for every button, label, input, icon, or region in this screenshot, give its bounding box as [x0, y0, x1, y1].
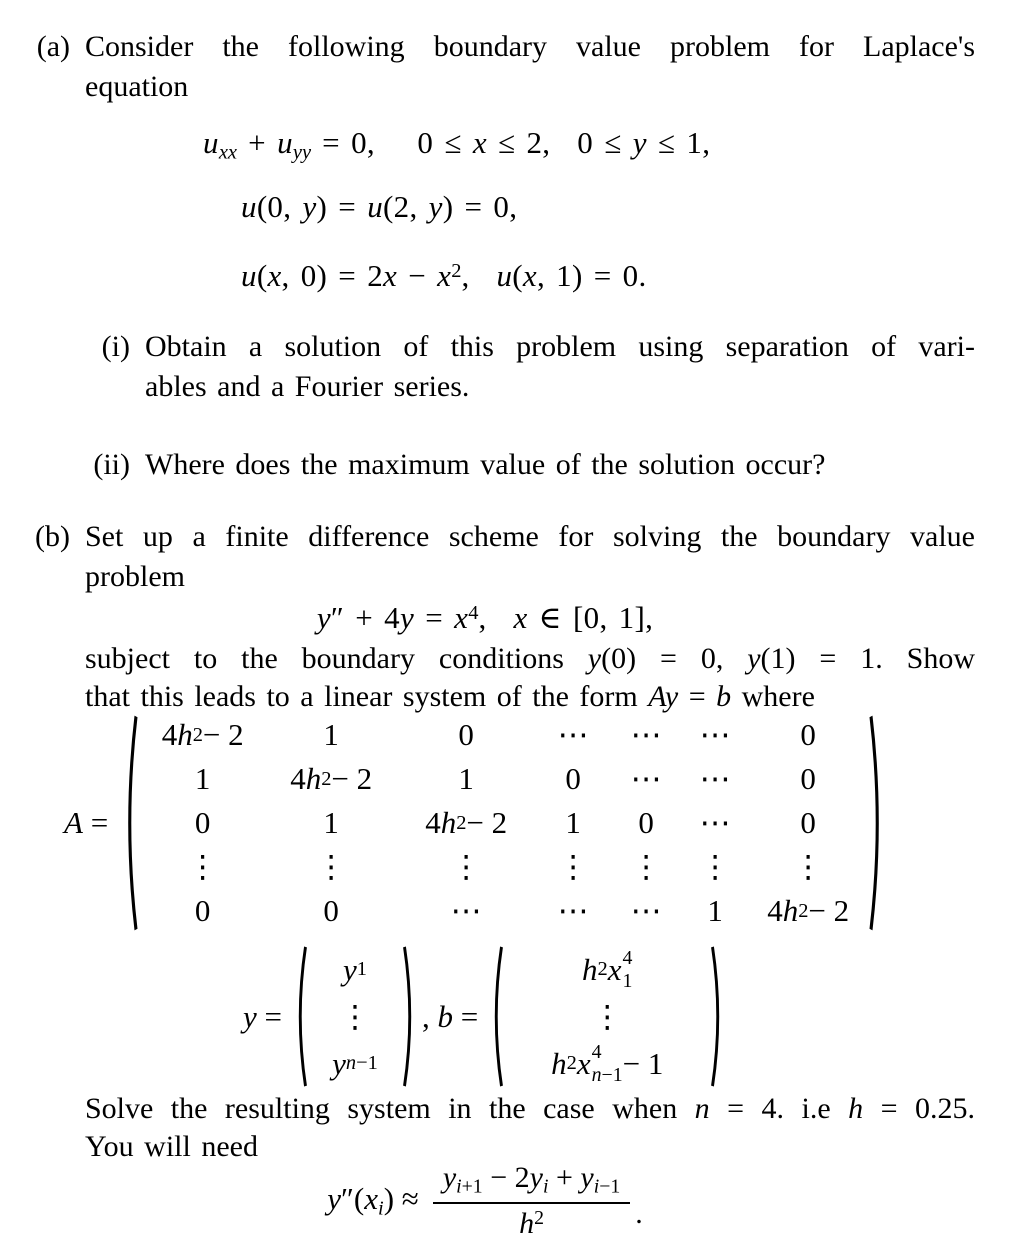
solve-line-2: You will need	[85, 1130, 258, 1163]
subject-line-2: that this leads to a linear system of the form Ay = b where	[85, 680, 815, 713]
matrix-cell: ⋯	[557, 893, 589, 928]
matrix-cell: ⋮	[315, 849, 347, 884]
subitem-ii-label: (ii)	[93, 448, 130, 481]
y-vector-entry: y n−1	[332, 1045, 378, 1081]
b-vector-entry: h 2 x 4 n−1 − 1	[551, 1041, 664, 1086]
matrix-cell: ⋯	[630, 761, 662, 796]
matrix-A-lhs: A =	[64, 805, 109, 840]
matrix-cell: 1	[194, 761, 211, 796]
matrix-cell: 4 h 2 − 2	[290, 761, 373, 796]
y-vector-lhs: y =	[243, 998, 282, 1034]
b-vector-entries	[505, 946, 709, 1087]
matrix-cell: 1	[458, 761, 474, 796]
right-parenthesis-icon	[709, 944, 726, 1089]
matrix-cell: ⋯	[699, 805, 731, 840]
matrix-cell: 0	[458, 717, 474, 752]
matrix-cell: 0	[323, 893, 339, 928]
y-vector-entry: y 1	[343, 951, 367, 987]
matrix-cell: 1	[323, 717, 339, 752]
subitem-i-line-1: Obtain a solution of this problem using separation of vari-	[145, 330, 975, 363]
subitem-i-label: (i)	[101, 330, 130, 363]
matrix-cell: 0	[565, 761, 581, 796]
matrix-cell: 0	[638, 805, 654, 840]
matrix-cell: ⋯	[630, 893, 662, 928]
laplace-boundary-condition-2: u(x, $0) = 2x - x^2$, u(x, 1) = 0.	[241, 258, 647, 294]
matrix-cell: 4 h 2 − 2	[425, 805, 508, 840]
formula-lhs: $y''(x_i)$ ≈	[327, 1180, 419, 1220]
laplace-boundary-condition-1: u(0, y) = u(2, y) = 0,	[241, 189, 518, 224]
matrix-cell: 1	[323, 805, 339, 840]
b-vector-entry: ⋮	[591, 998, 623, 1034]
subitem-ii-line: Where does the maximum value of the solution occur?	[145, 448, 826, 481]
right-parenthesis-icon	[401, 944, 418, 1089]
matrix-cell: ⋮	[792, 849, 824, 884]
fraction-numerator: $y_{i+1} - 2y_i + y_{i-1}$	[433, 1158, 630, 1204]
fraction-denominator: $h^2$	[519, 1206, 544, 1240]
matrix-cell: ⋯	[630, 717, 662, 752]
problem-b-line-2: problem	[85, 560, 185, 593]
finite-difference-formula	[85, 1158, 885, 1244]
subitem-i-line-2: ables and a Fourier series.	[145, 370, 470, 403]
matrix-cell: ⋯	[557, 717, 589, 752]
matrix-cell: 0	[800, 717, 816, 752]
vectors-block	[243, 944, 726, 1089]
problem-a-line-1: Consider the following boundary value problem for Laplace's	[85, 30, 975, 63]
matrix-grid	[140, 713, 867, 933]
matrix-cell: ⋯	[450, 893, 482, 928]
matrix-cell: 0	[194, 893, 211, 928]
problem-a-label: (a)	[36, 30, 70, 63]
matrix-cell: 4 h 2 − 2	[161, 717, 244, 752]
y-vector-entries	[309, 946, 401, 1087]
b-vector-lhs: , b =	[422, 998, 479, 1034]
matrix-cell: ⋯	[699, 761, 731, 796]
matrix-cell: 0	[800, 761, 816, 796]
matrix-cell: ⋮	[187, 849, 219, 884]
matrix-cell: 0	[800, 805, 816, 840]
matrix-cell: ⋮	[557, 849, 589, 884]
left-parenthesis-icon	[488, 944, 505, 1089]
matrix-cell: 0	[194, 805, 211, 840]
right-parenthesis-icon	[867, 712, 887, 934]
ode-equation: $y'' + 4y = x^4$, x ∈ [0, 1],	[316, 600, 654, 636]
y-vector-entry: ⋮	[339, 998, 371, 1034]
problem-b-line-1: Set up a finite difference scheme for solving the boundary value	[85, 520, 975, 553]
matrix-cell: ⋮	[450, 849, 482, 884]
laplace-pde-equation: $u_{xx} + u_{yy} = 0$, 0 ≤ x ≤ 2, 0 ≤ y ≤ 1,	[203, 125, 711, 164]
matrix-cell: 1	[565, 805, 581, 840]
formula-period: .	[635, 1196, 643, 1230]
matrix-cell: 1	[707, 893, 723, 928]
problem-a-line-2: equation	[85, 70, 189, 103]
matrix-cell: ⋮	[699, 849, 731, 884]
problem-b-label: (b)	[35, 520, 70, 553]
matrix-A-block	[64, 712, 887, 934]
left-parenthesis-icon	[292, 944, 309, 1089]
fraction	[433, 1158, 630, 1244]
matrix-cell: ⋯	[699, 717, 731, 752]
b-vector-entry: h 2 x 4 1	[582, 947, 633, 992]
matrix-cell: 4 h 2 − 2	[767, 893, 850, 928]
solve-line-1: Solve the resulting system in the case when n = 4. i.e h = 0.25.	[85, 1092, 976, 1125]
subject-line-1: subject to the boundary conditions y(0) = 0, y(1) = 1. Show	[85, 642, 976, 675]
left-parenthesis-icon	[120, 712, 140, 934]
matrix-cell: ⋮	[630, 849, 662, 884]
